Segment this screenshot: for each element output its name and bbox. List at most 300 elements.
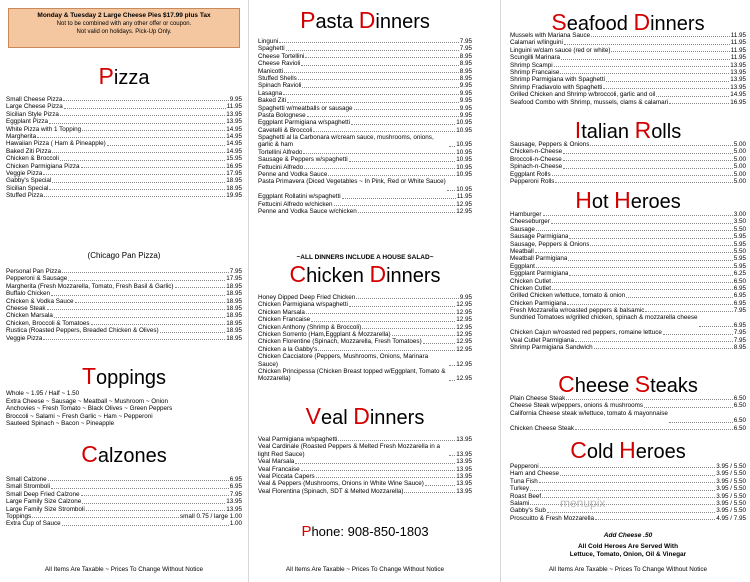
chicago-title: (Chicago Pan Pizza) bbox=[87, 251, 161, 260]
item-price: 3.95 / 5.50 bbox=[716, 492, 746, 500]
leader-dots bbox=[37, 133, 225, 138]
leader-dots bbox=[51, 290, 225, 295]
item-name: Gabby's Sub bbox=[510, 507, 546, 515]
leader-dots bbox=[301, 466, 456, 471]
pasta-item bbox=[258, 75, 472, 82]
item-name: Tuna Fish bbox=[510, 477, 538, 485]
item-price: 16.95 bbox=[730, 98, 746, 106]
leader-dots bbox=[552, 171, 733, 176]
italian-roll-item bbox=[510, 178, 746, 185]
calzone-item bbox=[6, 476, 242, 483]
item-name: Veal Cutlet Parmigiana bbox=[510, 336, 575, 344]
item-price: 5.95 bbox=[733, 233, 746, 241]
hot-hero-item bbox=[510, 337, 746, 344]
hot-hero-item bbox=[510, 285, 746, 292]
item-price: 9.95 bbox=[459, 104, 472, 112]
item-price: 5.50 bbox=[733, 247, 746, 255]
item-name: Veggie Pizza bbox=[6, 169, 43, 177]
item-price: 18.95 bbox=[226, 327, 242, 335]
chicken-item bbox=[258, 316, 472, 323]
chicago-item bbox=[6, 290, 242, 297]
item-name: Fettucini Alfredo w/chicken bbox=[258, 200, 333, 208]
item-price: 13.95 bbox=[226, 505, 242, 513]
promo-line: Not valid on holidays. Pick-Up Only. bbox=[76, 29, 172, 35]
pasta-item bbox=[258, 53, 472, 60]
cheese-steak-item bbox=[510, 402, 746, 409]
cold-hero-item bbox=[510, 500, 746, 507]
leader-dots bbox=[298, 75, 459, 80]
item-name: Shrimp Parmigiana with Spaghetti bbox=[510, 76, 605, 84]
chicago-item bbox=[6, 312, 242, 319]
cheese-steak-item bbox=[510, 410, 746, 425]
leader-dots bbox=[358, 208, 456, 213]
leader-dots bbox=[43, 335, 225, 340]
leader-dots bbox=[535, 248, 733, 253]
item-price: 13.95 bbox=[456, 436, 472, 443]
seafood-item bbox=[510, 47, 746, 54]
pasta-item bbox=[258, 45, 472, 52]
item-name: Sicilian Special bbox=[6, 184, 49, 192]
hot-hero-item bbox=[510, 344, 746, 351]
item-name: Veal Piccata Capers bbox=[258, 472, 315, 480]
item-price: 14.95 bbox=[226, 147, 242, 155]
item-name: Rustica (Roasted Peppers, Breaded Chicken & Olives) bbox=[6, 327, 159, 335]
leader-dots bbox=[304, 164, 455, 169]
item-price: 9.95 bbox=[459, 97, 472, 105]
column-middle bbox=[258, 0, 472, 582]
item-name: Cheese Steak w/peppers, onions & mushrooms bbox=[510, 402, 644, 410]
pasta-item bbox=[258, 112, 472, 119]
item-price: 5.00 bbox=[733, 163, 746, 171]
leader-dots bbox=[49, 185, 225, 190]
item-name: Chicken Cutlet bbox=[510, 284, 551, 292]
item-name: Chicken Francaise bbox=[258, 316, 311, 324]
leader-dots bbox=[539, 478, 715, 483]
item-price: 11.95 bbox=[226, 103, 242, 111]
item-name: Eggplant bbox=[510, 262, 535, 270]
hot-heroes-title: Hot Heroes bbox=[575, 187, 681, 213]
item-price: 3.00 bbox=[733, 211, 746, 218]
leader-dots bbox=[543, 211, 733, 216]
leader-dots bbox=[552, 285, 733, 290]
leader-dots bbox=[554, 62, 730, 67]
pasta-item bbox=[258, 149, 472, 156]
pasta-list bbox=[258, 38, 472, 215]
item-name: Hamburger bbox=[510, 211, 542, 218]
calzone-item bbox=[6, 498, 242, 505]
pasta-item bbox=[258, 105, 472, 112]
leader-dots bbox=[590, 141, 732, 146]
hot-hero-item bbox=[510, 314, 746, 329]
leader-dots bbox=[283, 90, 459, 95]
item-name: Cheese Tortellini bbox=[258, 52, 305, 60]
item-name: Pasta Primavera (Diced Vegetables ~ In Pink, Red or White Sauce) bbox=[258, 178, 446, 186]
item-name: Shrimp Fradiavolo with Spaghetti bbox=[510, 83, 603, 91]
item-price: 6.95 bbox=[733, 299, 746, 307]
leader-dots bbox=[423, 338, 456, 343]
leader-dots bbox=[68, 275, 225, 280]
item-name: Linguini w/clam sauce (red or white) bbox=[510, 46, 611, 54]
item-price: 3.95 / 5.50 bbox=[716, 463, 746, 470]
leader-dots bbox=[449, 380, 455, 381]
leader-dots bbox=[530, 485, 715, 490]
leader-dots bbox=[425, 480, 455, 485]
item-price: 14.95 bbox=[730, 91, 746, 99]
item-price: 18.95 bbox=[226, 312, 242, 320]
item-name: Chicken & Broccoli bbox=[6, 155, 59, 163]
item-price: 10.95 bbox=[456, 148, 472, 156]
cold-heroes-note: Lettuce, Tomato, Onion, Oil & Vinegar bbox=[569, 551, 687, 558]
leader-dots bbox=[32, 513, 179, 518]
leader-dots bbox=[52, 177, 225, 182]
leader-dots bbox=[287, 97, 459, 102]
leader-dots bbox=[669, 99, 729, 104]
item-price: 7.95 bbox=[229, 490, 242, 498]
leader-dots bbox=[611, 47, 729, 52]
item-name: Shrimp Scampi bbox=[510, 61, 553, 69]
chicago-item bbox=[6, 320, 242, 327]
item-price: 3.95 / 5.50 bbox=[716, 507, 746, 515]
leader-dots bbox=[81, 163, 226, 168]
item-price: 7.95 bbox=[459, 38, 472, 45]
item-name: Gabby's Special bbox=[6, 177, 52, 185]
item-name: Chicken & Vodka Sauce bbox=[6, 297, 74, 305]
item-name: Eggplant Pizza bbox=[6, 118, 49, 126]
leader-dots bbox=[82, 498, 225, 503]
item-price: 14.95 bbox=[226, 125, 242, 133]
item-price: 18.95 bbox=[226, 319, 242, 327]
item-name: Turkey bbox=[510, 485, 530, 493]
chicago-item bbox=[6, 305, 242, 312]
item-price: 11.95 bbox=[730, 39, 746, 47]
seafood-item bbox=[510, 54, 746, 61]
seafood-item bbox=[510, 32, 746, 39]
leader-dots bbox=[536, 226, 733, 231]
item-name: Manicotti bbox=[258, 67, 284, 75]
hot-hero-item bbox=[510, 300, 746, 307]
item-name: Chicken Florentine (Spinach, Mozzarella, Fresh Tomatoes) bbox=[258, 338, 422, 346]
pizza-item bbox=[6, 126, 242, 133]
item-name: Large Family Size Calzone bbox=[6, 498, 82, 506]
leader-dots bbox=[81, 491, 229, 496]
cold-hero-item bbox=[510, 507, 746, 514]
item-name: White Pizza with 1 Topping bbox=[6, 125, 82, 133]
leader-dots bbox=[86, 506, 225, 511]
chicken-item bbox=[258, 301, 472, 308]
item-name: Chicken Parmigiana Pizza bbox=[6, 162, 80, 170]
leader-dots bbox=[563, 148, 733, 153]
item-price: 12.95 bbox=[456, 345, 472, 353]
item-price: 9.95 bbox=[459, 111, 472, 119]
pasta-item bbox=[258, 82, 472, 89]
toppings-title: Toppings bbox=[81, 363, 167, 389]
item-name: Cavetelli & Broccoli bbox=[258, 126, 313, 134]
toppings-line: Broccoli ~ Salami ~ Fresh Garlic ~ Ham ~ Pepperoni bbox=[6, 412, 153, 420]
leader-dots bbox=[555, 178, 732, 183]
leader-dots bbox=[306, 309, 455, 314]
item-price: 7.95 bbox=[459, 45, 472, 53]
item-price: 14.95 bbox=[226, 132, 242, 140]
item-name: Veal Parmigiana w/spaghetti bbox=[258, 436, 338, 443]
chicken-item bbox=[258, 353, 472, 368]
item-price: 13.95 bbox=[730, 61, 746, 69]
pizza-item bbox=[6, 111, 242, 118]
pasta-item bbox=[258, 38, 472, 45]
leader-dots bbox=[606, 76, 729, 81]
item-name: Shrimp Francaise bbox=[510, 68, 560, 76]
chicken-item bbox=[258, 331, 472, 338]
chicken-item bbox=[258, 346, 472, 353]
item-price: 10.95 bbox=[456, 119, 472, 127]
leader-dots bbox=[551, 218, 733, 223]
leader-dots bbox=[404, 488, 455, 493]
leader-dots bbox=[60, 155, 225, 160]
calzones-list bbox=[6, 476, 242, 528]
leader-dots bbox=[284, 68, 459, 73]
item-name: Stuffed Shells bbox=[258, 74, 297, 82]
item-name: Small Deep Fried Calzone bbox=[6, 490, 80, 498]
item-price: 4.95 / 7.95 bbox=[716, 514, 746, 522]
cold-hero-item bbox=[510, 515, 746, 522]
item-name: Chicken Cutlet bbox=[510, 277, 551, 285]
item-price: 6.95 bbox=[229, 476, 242, 483]
item-name: Small Calzone bbox=[6, 476, 47, 483]
leader-dots bbox=[449, 146, 455, 147]
leader-dots bbox=[449, 365, 455, 366]
item-price: 8.95 bbox=[459, 52, 472, 60]
calzone-item bbox=[6, 513, 242, 520]
cold-hero-item bbox=[510, 470, 746, 477]
item-name: Plain Cheese Steak bbox=[510, 395, 566, 402]
item-name: Chicken Parmigiana bbox=[510, 299, 567, 307]
item-name: Cheeseburger bbox=[510, 218, 550, 226]
leader-dots bbox=[594, 344, 733, 349]
chicago-item bbox=[6, 327, 242, 334]
item-name: Tortellini Alfredo bbox=[258, 148, 303, 156]
pizza-item bbox=[6, 118, 242, 125]
item-price: 15.95 bbox=[226, 155, 242, 163]
item-name: Linguni bbox=[258, 38, 279, 45]
item-price: 12.95 bbox=[456, 308, 472, 316]
chicken-item bbox=[258, 338, 472, 345]
item-name: Spinach-n-Cheese bbox=[510, 163, 563, 171]
leader-dots bbox=[52, 148, 225, 153]
footer-notice: All Items Are Taxable ~ Prices To Change Without Notice bbox=[285, 566, 445, 573]
cheese-steaks-title: Cheese Steaks bbox=[558, 371, 698, 397]
salad-note: ~ALL DINNERS INCLUDE A HOUSE SALAD~ bbox=[296, 254, 434, 261]
leader-dots bbox=[295, 458, 455, 463]
italian-roll-item bbox=[510, 171, 746, 178]
leader-dots bbox=[311, 316, 455, 321]
item-price: 18.95 bbox=[226, 290, 242, 298]
item-name: Meatball Parmigiana bbox=[510, 255, 568, 263]
leader-dots bbox=[75, 298, 226, 303]
cheese-steaks-list bbox=[510, 395, 746, 432]
item-price: 8.95 bbox=[459, 74, 472, 82]
italian-rolls-title: Italian Rolls bbox=[574, 117, 682, 143]
cold-hero-item bbox=[510, 463, 746, 470]
item-name: Cheese Ravioli bbox=[258, 60, 301, 68]
item-name: Hawaiian Pizza ( Ham & Pineapple) bbox=[6, 140, 106, 148]
pizza-item bbox=[6, 133, 242, 140]
item-name: Toppings bbox=[6, 512, 32, 520]
item-price: 8.95 bbox=[459, 67, 472, 75]
chicago-item bbox=[6, 335, 242, 342]
italian-roll-item bbox=[510, 156, 746, 163]
chicago-item bbox=[6, 275, 242, 282]
pizza-item bbox=[6, 155, 242, 162]
seafood-item bbox=[510, 84, 746, 91]
phone-number: Phone: 908-850-1803 bbox=[301, 523, 429, 540]
leader-dots bbox=[338, 436, 455, 441]
veal-item bbox=[258, 488, 472, 495]
hot-hero-item bbox=[510, 241, 746, 248]
item-price: 7.95 bbox=[733, 336, 746, 344]
pasta-item bbox=[258, 178, 472, 193]
item-price: 7.95 bbox=[229, 268, 242, 275]
item-name: Veal & Peppers (Mushrooms, Onions in White Wine Sauce) bbox=[258, 480, 424, 488]
item-name: Lasagna bbox=[258, 89, 283, 97]
item-name: Large Family Size Stromboli bbox=[6, 505, 85, 513]
veal-item bbox=[258, 473, 472, 480]
leader-dots bbox=[669, 422, 733, 423]
leader-dots bbox=[64, 103, 226, 108]
leader-dots bbox=[590, 241, 732, 246]
item-name: Spinach Ravioli bbox=[258, 82, 302, 90]
item-price: 9.95 bbox=[459, 82, 472, 90]
hot-hero-item bbox=[510, 292, 746, 299]
item-name: Fresh Mozzarella w/roasted peppers & balsamic bbox=[510, 307, 645, 315]
leader-dots bbox=[328, 171, 455, 176]
leader-dots bbox=[43, 170, 225, 175]
item-name: Proscuitto & Fresh Mozzarella bbox=[510, 514, 594, 522]
item-name: Veal Francaise bbox=[258, 465, 300, 473]
item-name: Chicken, Broccoli & Tomatoes bbox=[6, 319, 90, 327]
leader-dots bbox=[449, 455, 455, 456]
item-name: Chicken Marsala bbox=[6, 312, 53, 320]
leader-dots bbox=[626, 292, 733, 297]
item-name: Seafood Combo with Shrimp, mussels, clams & calamari bbox=[510, 98, 669, 106]
leader-dots bbox=[334, 201, 456, 206]
item-name: Sausage, Peppers & Onions bbox=[510, 141, 590, 148]
item-name: Eggplant Rollatini w/spaghetti bbox=[258, 193, 341, 201]
item-price: 18.95 bbox=[226, 184, 242, 192]
item-price: 13.95 bbox=[226, 110, 242, 118]
pasta-item bbox=[258, 164, 472, 171]
veal-item bbox=[258, 480, 472, 487]
item-price: 19.95 bbox=[226, 192, 242, 200]
seafood-item bbox=[510, 99, 746, 106]
chicken-item bbox=[258, 309, 472, 316]
item-price: 6.50 bbox=[733, 417, 746, 425]
veal-item bbox=[258, 436, 472, 443]
chicken-item bbox=[258, 294, 472, 301]
seafood-item bbox=[510, 62, 746, 69]
item-price: 9.95 bbox=[459, 89, 472, 97]
item-name: Grilled Chicken w/lettuce, tomato & onion bbox=[510, 292, 626, 300]
footer-notice: All Items Are Taxable ~ Prices To Change Without Notice bbox=[548, 566, 708, 573]
toppings-list bbox=[6, 390, 242, 428]
pasta-item bbox=[258, 156, 472, 163]
item-name: Veggie Pizza bbox=[6, 334, 43, 342]
item-name: Shrimp Parmigiana Sandwich bbox=[510, 344, 593, 352]
item-name: Chicken Marsala bbox=[258, 308, 305, 316]
item-price: 6.95 bbox=[733, 321, 746, 329]
item-name: Chicken Cacciatore (Peppers, Mushrooms, Onions, Marinara Sauce) bbox=[258, 353, 429, 368]
pasta-item bbox=[258, 68, 472, 75]
item-price: 6.50 bbox=[733, 395, 746, 402]
item-price: 18.95 bbox=[226, 297, 242, 305]
leader-dots bbox=[301, 60, 458, 65]
veal-item bbox=[258, 443, 472, 458]
item-name: Small Stromboli bbox=[6, 483, 51, 491]
pizza-item bbox=[6, 96, 242, 103]
item-price: 13.95 bbox=[730, 83, 746, 91]
leader-dots bbox=[302, 82, 458, 87]
item-price: 13.95 bbox=[730, 68, 746, 76]
pizza-item bbox=[6, 177, 242, 184]
leader-dots bbox=[351, 119, 455, 124]
item-price: 10.95 bbox=[456, 185, 472, 193]
leader-dots bbox=[356, 294, 458, 299]
item-price: 18.95 bbox=[226, 304, 242, 312]
pasta-item bbox=[258, 171, 472, 178]
leader-dots bbox=[569, 233, 732, 238]
leader-dots bbox=[354, 105, 459, 110]
leader-dots bbox=[536, 263, 733, 268]
footer-notice: All Items Are Taxable ~ Prices To Change Without Notice bbox=[44, 566, 204, 573]
italian-roll-item bbox=[510, 148, 746, 155]
item-price: 13.95 bbox=[456, 472, 472, 480]
leader-dots bbox=[563, 156, 733, 161]
pasta-item bbox=[258, 119, 472, 126]
leader-dots bbox=[656, 91, 729, 96]
chicago-item bbox=[6, 283, 242, 290]
pizza-item bbox=[6, 163, 242, 170]
leader-dots bbox=[62, 520, 229, 525]
leader-dots bbox=[603, 84, 729, 89]
item-price: 5.00 bbox=[733, 148, 746, 156]
pasta-item bbox=[258, 127, 472, 134]
pizza-list bbox=[6, 96, 242, 199]
cold-heroes-title: Cold Heroes bbox=[570, 437, 686, 463]
item-name: Chicken Principessa (Chicken Breast topped w/Eggplant, Tomato & Mozzarella) bbox=[258, 367, 446, 383]
item-price: 6.50 bbox=[733, 277, 746, 285]
leader-dots bbox=[644, 402, 733, 407]
leader-dots bbox=[349, 156, 456, 161]
item-name: Sausage bbox=[510, 225, 535, 233]
item-name: Veal Florentina (Spinach, SDT & Melted Mozzarella) bbox=[258, 487, 404, 495]
item-price: 18.95 bbox=[226, 334, 242, 342]
item-name: Cheese Steak bbox=[6, 304, 46, 312]
chicago-list bbox=[6, 268, 242, 342]
item-name: Sundried Tomatoes w/grilled chicken, spinach & mozzarella cheese bbox=[510, 314, 698, 322]
leader-dots bbox=[48, 476, 229, 481]
italian-roll-item bbox=[510, 163, 746, 170]
item-price: 6.95 bbox=[733, 284, 746, 292]
item-price: 10.95 bbox=[456, 126, 472, 134]
chicago-item bbox=[6, 268, 242, 275]
hot-heroes-list bbox=[510, 211, 746, 351]
leader-dots bbox=[699, 326, 733, 327]
item-price: 5.00 bbox=[733, 141, 746, 148]
item-price: 7.95 bbox=[733, 329, 746, 337]
item-price: 13.95 bbox=[456, 487, 472, 495]
chicken-item bbox=[258, 368, 472, 383]
item-price: 5.00 bbox=[733, 155, 746, 163]
hot-hero-item bbox=[510, 263, 746, 270]
pizza-item bbox=[6, 148, 242, 155]
